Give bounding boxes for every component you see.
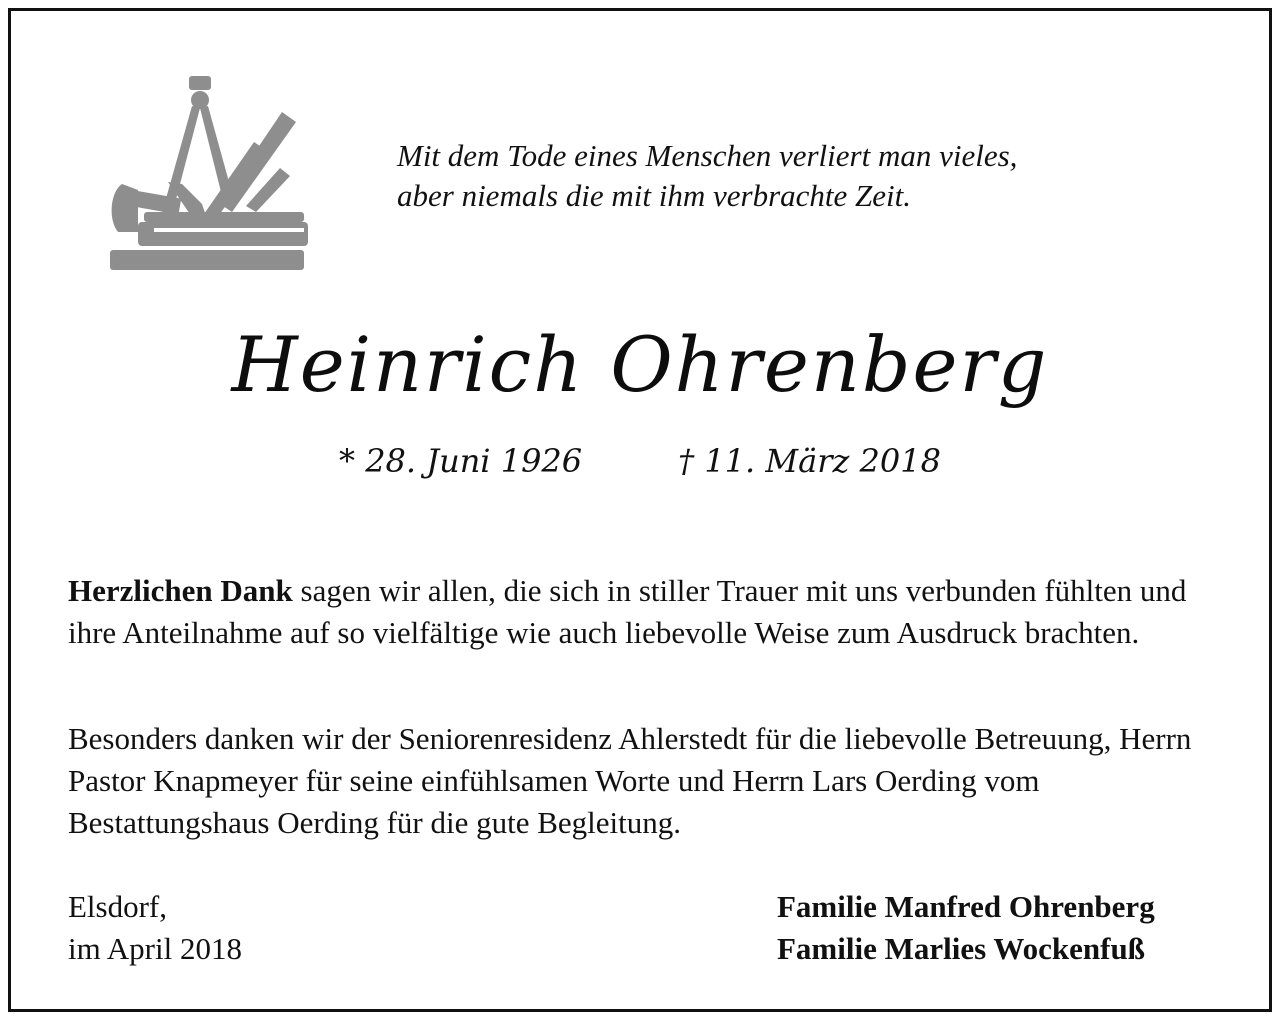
thanks-text: sagen wir allen, die sich in stiller Trauer mit uns verbunden fühlten und ihre Anteilnahme auf so vielfältige wie auch liebevolle Weise zum Ausdruck brachten. [68,573,1187,650]
signatures [777,886,1155,970]
birth-date: * 28. Juni 1926 [339,442,583,480]
date: im April 2018 [68,931,242,966]
life-dates [0,442,1280,480]
quote-line-1: Mit dem Tode eines Menschen verliert man vieles, [397,138,1018,173]
signature-2: Familie Marlies Wockenfuß [777,931,1145,966]
thanks-lead: Herzlichen Dank [68,573,293,608]
thanks-paragraph [68,570,1218,654]
death-date: † 11. März 2018 [678,442,941,480]
quote-line-2: aber niemals die mit ihm verbrachte Zeit. [397,178,911,213]
special-thanks-paragraph: Besonders danken wir der Seniorenresidenz Ahlerstedt für die liebevolle Betreuung, Herrn Pastor Knapmeyer für seine einfühlsamen Worte und Herrn Lars Oerding vom Bestattungshaus Oerding für die gute Begleitung. [68,721,1192,840]
quote [397,136,1217,216]
deceased-name: Heinrich Ohrenberg [231,320,1049,409]
place-date [68,886,242,970]
carpentry-tools-icon [104,72,314,277]
signature-1: Familie Manfred Ohrenberg [777,889,1155,924]
place: Elsdorf, [68,889,168,924]
